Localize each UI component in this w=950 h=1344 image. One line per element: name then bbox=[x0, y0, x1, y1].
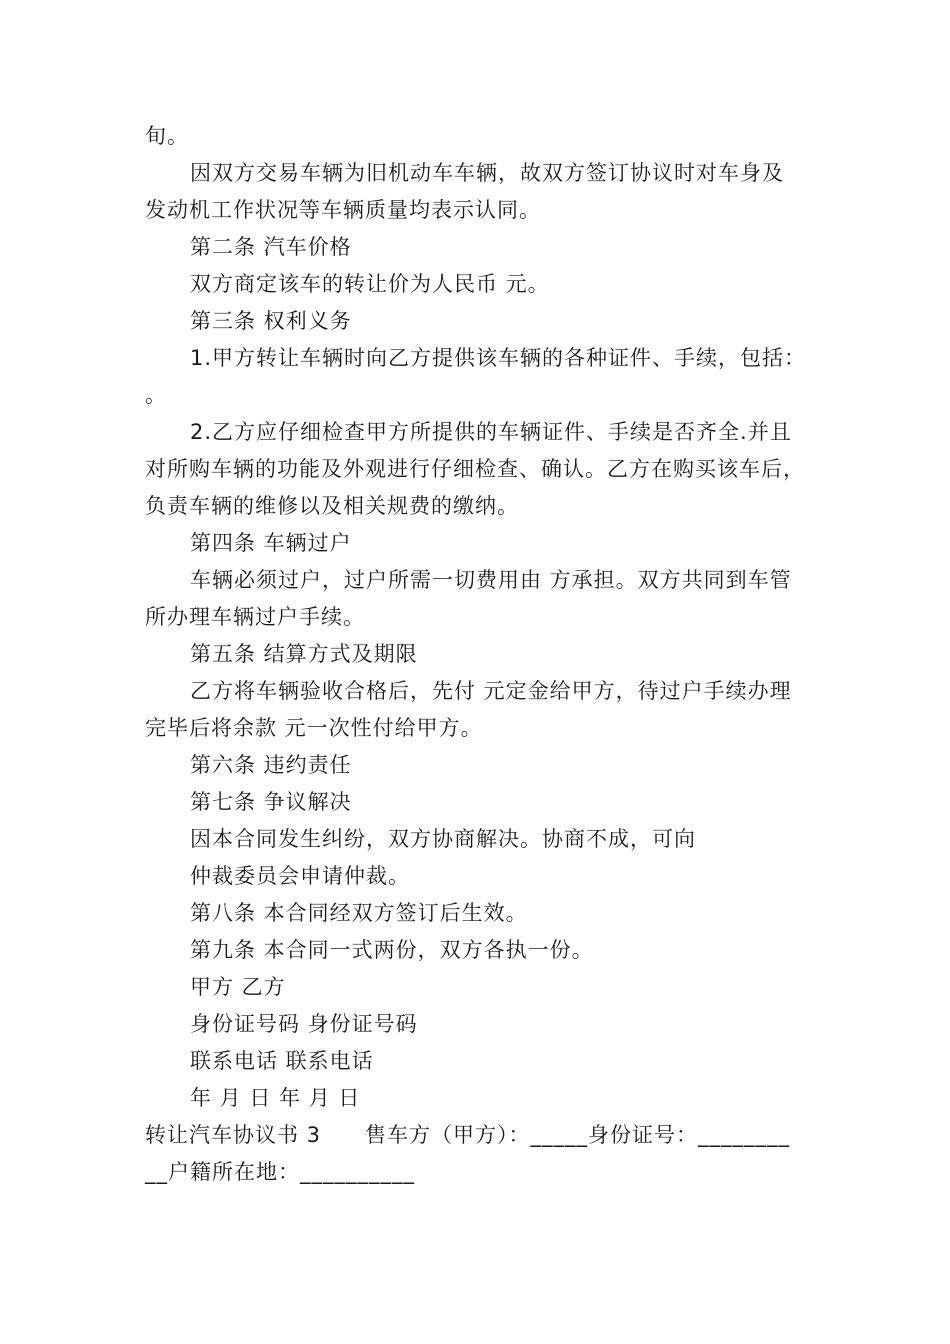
text-line: 旬。 bbox=[145, 124, 189, 148]
signature-id-numbers: 身份证号码 身份证号码 bbox=[190, 1012, 418, 1036]
text-line: 因双方交易车辆为旧机动车车辆，故双方签订协议时对车身及 bbox=[190, 161, 784, 185]
section-heading: 第七条 争议解决 bbox=[190, 790, 352, 814]
text-line: 双方商定该车的转让价为人民币 元。 bbox=[190, 272, 550, 296]
next-agreement-title: 转让汽车协议书 3 售车方（甲方）：_____身份证号：________ bbox=[145, 1123, 791, 1147]
signature-dates: 年 月 日 年 月 日 bbox=[190, 1086, 361, 1110]
text-line: 车辆必须过户，过户所需一切费用由 方承担。双方共同到车管 bbox=[190, 568, 792, 592]
section-heading: 第九条 本合同一式两份，双方各执一份。 bbox=[190, 938, 594, 962]
section-heading: 第四条 车辆过户 bbox=[190, 531, 352, 555]
text-line: 乙方将车辆验收合格后，先付 元定金给甲方，待过户手续办理 bbox=[190, 679, 792, 703]
section-heading: 第二条 汽车价格 bbox=[190, 235, 352, 259]
text-line: 仲裁委员会申请仲裁。 bbox=[190, 864, 410, 888]
text-line: 发动机工作状况等车辆质量均表示认同。 bbox=[145, 198, 541, 222]
text-line: 2.乙方应仔细检查甲方所提供的车辆证件、手续是否齐全.并且 bbox=[190, 420, 792, 444]
text-line: 因本合同发生纠纷，双方协商解决。协商不成，可向 bbox=[190, 827, 696, 851]
section-heading: 第三条 权利义务 bbox=[190, 309, 352, 333]
section-heading: 第八条 本合同经双方签订后生效。 bbox=[190, 901, 528, 925]
section-heading: 第六条 违约责任 bbox=[190, 753, 352, 777]
section-heading: 第五条 结算方式及期限 bbox=[190, 642, 418, 666]
text-line: 所办理车辆过户手续。 bbox=[145, 605, 365, 629]
signature-parties: 甲方 乙方 bbox=[190, 975, 286, 999]
text-line: __户籍所在地：__________ bbox=[145, 1160, 415, 1184]
text-line: 1.甲方转让车辆时向乙方提供该车辆的各种证件、手续，包括： bbox=[190, 346, 807, 370]
text-line: 对所购车辆的功能及外观进行仔细检查、确认。乙方在购买该车后， bbox=[145, 457, 805, 481]
signature-phones: 联系电话 联系电话 bbox=[190, 1049, 374, 1073]
text-line: 完毕后将余款 元一次性付给甲方。 bbox=[145, 716, 483, 740]
text-line: 。 bbox=[145, 383, 167, 407]
text-line: 负责车辆的维修以及相关规费的缴纳。 bbox=[145, 494, 519, 518]
